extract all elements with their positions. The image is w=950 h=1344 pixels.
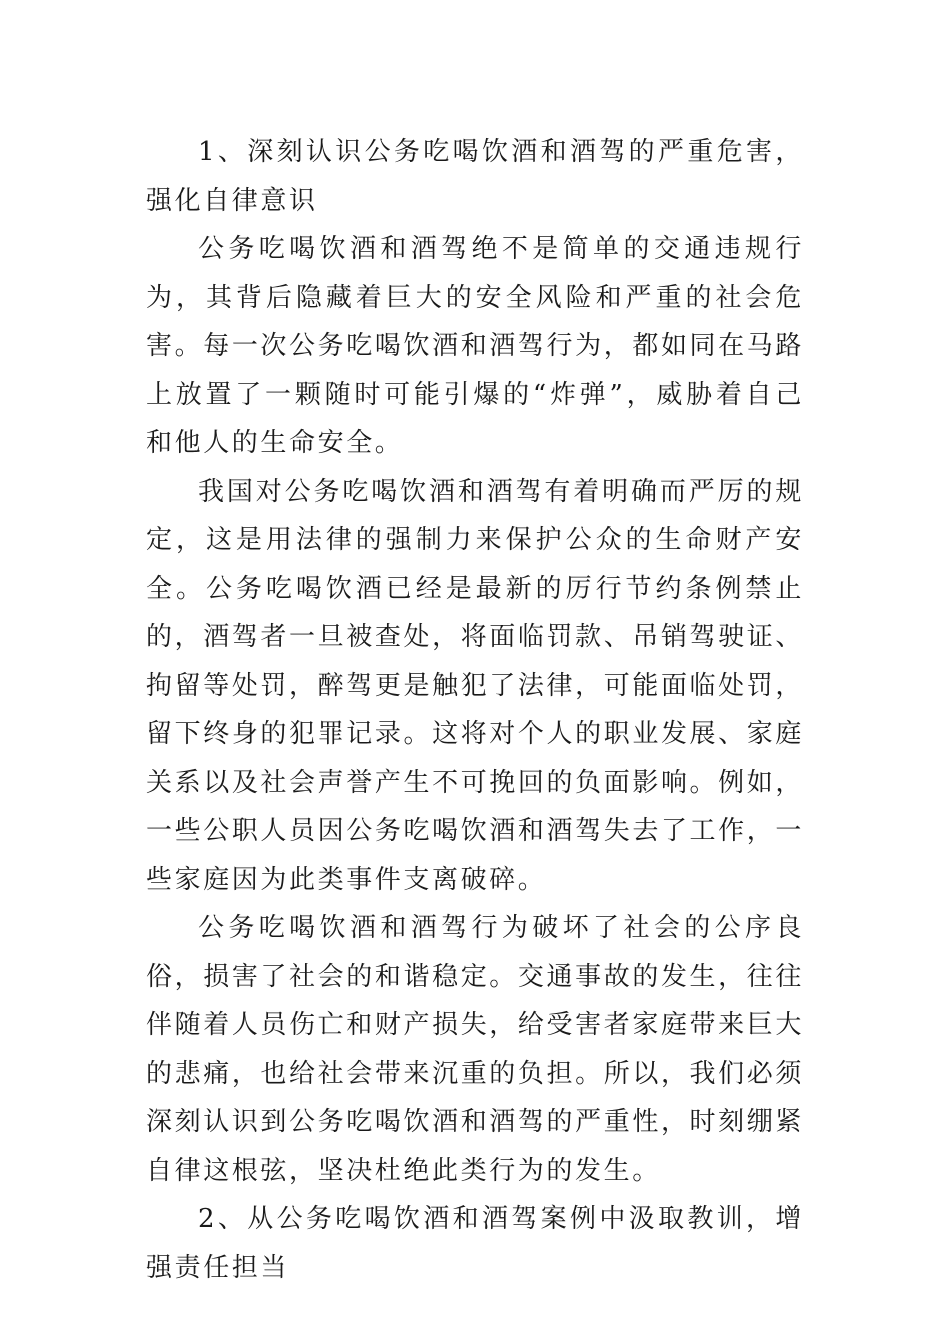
paragraph-hazards: 公务吃喝饮酒和酒驾绝不是简单的交通违规行为，其背后隐藏着巨大的安全风险和严重的社会危害。每一次公务吃喝饮酒和酒驾行为，都如同在马路上放置了一颗随时可能引爆的“炸弹”，威胁着自己和他人的生命安全。 bbox=[146, 234, 804, 458]
section-heading-2: 2、从公务吃喝饮酒和酒驾案例中汲取教训，增强责任担当 bbox=[146, 1204, 804, 1283]
paragraph-regulations: 我国对公务吃喝饮酒和酒驾有着明确而严厉的规定，这是用法律的强制力来保护公众的生命财产安全。公务吃喝饮酒已经是最新的厉行节约条例禁止的，酒驾者一旦被查处，将面临罚款、吊销驾驶证、拘留等处罚，醉驾更是触犯了法律，可能面临处罚，留下终身的犯罪记录。这将对个人的职业发展、家庭关系以及社会声誉产生不可挽回的负面影响。例如，一些公职人员因公务吃喝饮酒和酒驾失去了工作，一些家庭因为此类事件支离破碎。 bbox=[146, 476, 804, 895]
section-heading-1: 1、深刻认识公务吃喝饮酒和酒驾的严重危害，强化自律意识 bbox=[146, 137, 804, 216]
document-body bbox=[146, 128, 804, 1292]
paragraph-social-harm: 公务吃喝饮酒和酒驾行为破坏了社会的公序良俗，损害了社会的和谐稳定。交通事故的发生，往往伴随着人员伤亡和财产损失，给受害者家庭带来巨大的悲痛，也给社会带来沉重的负担。所以，我们必须深刻认识到公务吃喝饮酒和酒驾的严重性，时刻绷紧自律这根弦，坚决杜绝此类行为的发生。 bbox=[146, 913, 804, 1186]
